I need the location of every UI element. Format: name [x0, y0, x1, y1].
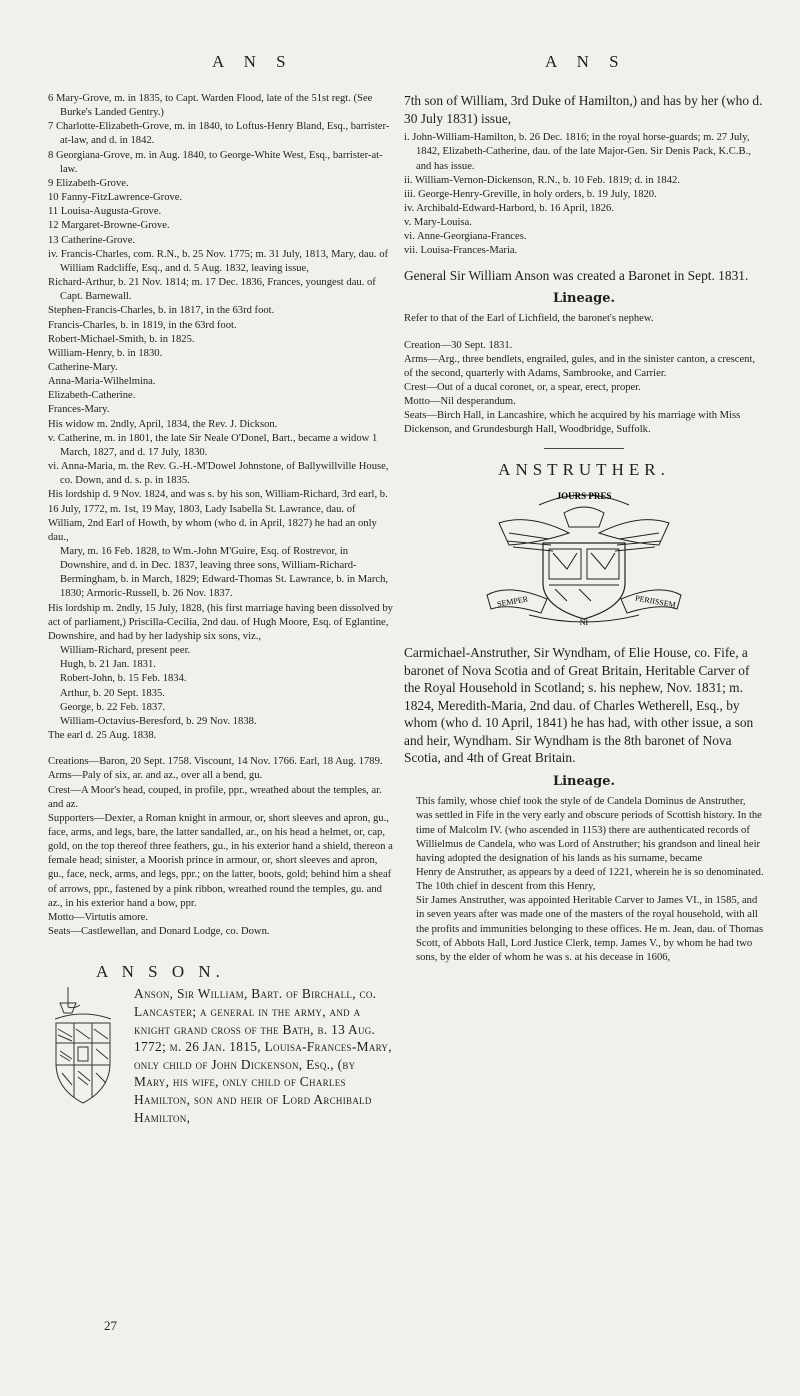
continuation: 7th son of William, 3rd Duke of Hamilton,) and has by her (who d. 30 July 1831) issue,	[404, 93, 763, 126]
running-header-right: A N S	[545, 52, 627, 71]
list-item: ii. William-Vernon-Dickenson, R.N., b. 10 Feb. 1819; d. in 1842.	[404, 174, 680, 186]
right-column	[404, 92, 764, 965]
list-item: vii. Louisa-Frances-Maria.	[404, 245, 518, 257]
list-item: 6 Mary-Grove, m. in 1835, to Capt. Warden Flood, late of the 51st regt. (See Burke's Landed Gentry.)	[48, 93, 373, 119]
divider	[544, 448, 624, 449]
death-note: The earl d. 25 Aug. 1838.	[48, 730, 157, 742]
list-item: His widow m. 2ndly, April, 1834, the Rev. J. Dickson.	[48, 418, 278, 430]
issue-v: v. Catherine, m. in 1801, the late Sir Neale O'Donel, Bart., became a widow 1 March, 1827, and d. 17 July, 1830.	[48, 432, 378, 458]
list-item: v. Mary-Louisa.	[404, 217, 472, 229]
anson-text: Anson, Sir William, Bart. of Birchall, co. Lancaster; a general in the army, and a knight grand cross of the Bath, b. 13 Aug. 1772; m. 26 Jan. 1815, Louisa-Frances-Mary, only child of John Dickenson, Esq., (by Mary, his wife, only child of Charles Hamilton, son and heir of Lord Archibald Hamilton,	[134, 986, 392, 1125]
grove-list	[48, 92, 393, 248]
list-item: Francis-Charles, b. in 1819, in the 63rd foot.	[48, 319, 237, 331]
crest-motto-top: JOURS PRES	[556, 490, 612, 501]
list-item: iv. Archibald-Edward-Harbord, b. 16 April, 1826.	[404, 202, 614, 214]
motto: Motto—Virtutis amore.	[48, 911, 148, 923]
motto: Motto—Nil desperandum.	[404, 396, 516, 408]
list-item: Elizabeth-Catherine.	[48, 390, 136, 402]
lineage-paragraph: Willielmus de Candela, who was Lord of Anstruther; his grandson and lineal heir having adopted the designation of his lands as his surname, became	[416, 838, 761, 864]
list-item: George, b. 22 Feb. 1837.	[60, 701, 166, 713]
seats: Seats—Birch Hall, in Lancashire, which he acquired by his marriage with Miss Dickenson, and Grundesburgh Hall, Woodbridge, Suffolk.	[404, 410, 741, 436]
lineage-text: Refer to that of the Earl of Lichfield, the baronet's nephew.	[404, 313, 654, 325]
lineage-paragraph: Sir James Anstruther, was appointed Heritable Carver to James VI., in 1585, and in seven years after was made one of the masters of the royal household, with all the profits and immunities belonging to these offices. He m. Jean, dau. of Thomas Scott, of Abbots Hall, Lord Justice Clerk, temp. James V., by whom he had two sons, by the elder of whom he was s. at his decease in 1606,	[416, 895, 764, 963]
list-item: Stephen-Francis-Charles, b. in 1817, in the 63rd foot.	[48, 305, 275, 317]
list-item: Arthur, b. 20 Sept. 1835.	[60, 687, 165, 699]
seats: Seats—Castlewellan, and Donard Lodge, co. Down.	[48, 926, 270, 938]
list-item: Robert-Michael-Smith, b. in 1825.	[48, 333, 195, 345]
lineage-heading: Lineage.	[552, 774, 616, 790]
list-item: iii. George-Henry-Greville, in holy orders, b. 19 July, 1820.	[404, 188, 657, 200]
list-item: Anna-Maria-Wilhelmina.	[48, 376, 156, 388]
crest: Crest—Out of a ducal coronet, or, a spear, erect, proper.	[404, 381, 641, 393]
list-item: 11 Louisa-Augusta-Grove.	[48, 206, 162, 218]
supporters: Supporters—Dexter, a Roman knight in armour, or, short sleeves and apron, gu., face, arms, and legs, bare, the latter sandalled, ar., on his head a helmet, or, cap, gold, on the top thereof three feathers, gu., in his exterior hand a shield, thereon a female head; sinister, a Moorish prince in armour, or, short sleeves and apron, gu., face, neck, arms, and legs, ppr.; on the latter, boots, gold; behind him a sheaf of arrows, ppr., fastened by a pink ribbon, wreathed round the temples, gu. and az., in his exterior hand a bow, ppr.	[48, 812, 393, 909]
arms: Arms—Paly of six, ar. and az., over all a bend, gu.	[48, 770, 263, 782]
crest: Crest—A Moor's head, couped, in profile, ppr., wreathed about the temples, ar. and az.	[48, 784, 382, 810]
arms: Arms—Arg., three bendlets, engrailed, gules, and in the sinister canton, a crescent, of the second, quarterly with Adams, Sambrooke, and Carrier.	[404, 353, 756, 379]
list-item: William-Henry, b. in 1830.	[48, 347, 163, 359]
list-item: William-Octavius-Beresford, b. 29 Nov. 1838.	[60, 715, 257, 727]
anstruther-arms	[404, 483, 764, 638]
issue-vi: vi. Anna-Maria, m. the Rev. G.-H.-M'Dowel Johnstone, of Ballywillville House, co. Down, and d. s. p. in 1835.	[48, 461, 389, 487]
list-item: Catherine-Mary.	[48, 361, 118, 373]
list-item: 9 Elizabeth-Grove.	[48, 177, 129, 189]
crest-motto-mid: NI	[579, 617, 589, 627]
list-item: vi. Anne-Georgiana-Frances.	[404, 231, 527, 243]
running-header-left: A N S	[212, 52, 294, 71]
list-item: 7 Charlotte-Elizabeth-Grove, m. in 1840, to Loftus-Henry Bland, Esq., barrister-at-law, and d. in 1842.	[48, 121, 390, 147]
list-item: 10 Fanny-FitzLawrence-Grove.	[48, 192, 183, 204]
left-column	[48, 92, 393, 1126]
list-item: 13 Catherine-Grove.	[48, 234, 136, 246]
crest-motto-left: SEMPER	[496, 594, 529, 609]
list-item: Robert-John, b. 15 Feb. 1834.	[60, 673, 187, 685]
anson-entry	[48, 985, 393, 1126]
list-item: 12 Margaret-Browne-Grove.	[48, 220, 170, 232]
crest-motto-right: PERIISSEM	[634, 593, 677, 610]
lineage-paragraph: Henry de Anstruther, as appears by a deed of 1221, wherein he is so denominated. The 10th chief in descent from this Henry,	[416, 867, 764, 893]
page-number: 27	[104, 1318, 117, 1333]
list-item: Richard-Arthur, b. 21 Nov. 1814; m. 17 Dec. 1836, Frances, youngest dau. of Capt. Barnewall.	[48, 277, 376, 303]
carmichael-entry: Carmichael-Anstruther, Sir Wyndham, of Elie House, co. Fife, a baronet of Nova Scotia and of Great Britain, Heritable Carver of the Royal Household in Scotland; s. his nephew, Nov. 1831; m. 1824, Meredith-Maria, 2nd dau. of Charles Wetherell, Esq., by whom (who d. 10 April, 1841) he has had, with other issue, a son and heir, Wyndham. Sir Wyndham is the 8th baronet of Nova Scotia, and 4th of Great Britain.	[404, 644, 754, 766]
paragraph: Mary, m. 16 Feb. 1828, to Wm.-John M'Guire, Esq. of Rostrevor, in Downshire, and d. in Dec. 1837, leaving three sons, William-Richard-Bermingham, b. in March, 1829; Edward-Thomas St. Lawrance, b. in March, 1830; Armoric-Russell, b. 26 Nov. 1837.	[60, 546, 389, 600]
lineage-paragraph: This family, whose chief took the style of de Candela Dominus de Anstruther, was settled in Fife in the very early and obscure periods of Scottish history. In the time of Malcolm IV. (who ascended in 1153) there are authenticated records of	[416, 796, 762, 836]
creation: Creation—30 Sept. 1831.	[404, 339, 513, 351]
list-item: William-Richard, present peer.	[60, 645, 191, 657]
anstruther-heading: ANSTRUTHER.	[498, 459, 670, 479]
paragraph: His lordship m. 2ndly, 15 July, 1828, (his first marriage having been dissolved by act of parliament,) Priscilla-Cecilia, 2nd dau. of Hugh Moore, Esq. of Eglantine, Downshire, and had by her ladyship six sons, viz.,	[48, 602, 393, 642]
created-baronet: General Sir William Anson was created a Baronet in Sept. 1831.	[404, 267, 749, 283]
list-item: Hugh, b. 21 Jan. 1831.	[60, 659, 156, 671]
sons-list	[48, 644, 393, 729]
issue-iv: iv. Francis-Charles, com. R.N., b. 25 Nov. 1775; m. 31 July, 1813, Mary, dau. of William Radcliffe, Esq., and d. 5 Aug. 1832, leaving issue,	[48, 248, 389, 274]
anson-issue-list	[404, 131, 764, 258]
anson-arms-icon	[52, 985, 114, 1109]
eagle-crest-icon	[469, 483, 699, 633]
anson-heading: A N S O N.	[96, 962, 225, 982]
creations: Creations—Baron, 20 Sept. 1758. Viscount, 14 Nov. 1766. Earl, 18 Aug. 1789.	[48, 756, 383, 768]
iv-children	[48, 276, 393, 432]
list-item: 8 Georgiana-Grove, m. in Aug. 1840, to George-White West, Esq., barrister-at-law.	[48, 149, 383, 175]
paragraph: His lordship d. 9 Nov. 1824, and was s. by his son, William-Richard, 3rd earl, b. 16 July, 1772, m. 1st, 19 May, 1803, Lady Isabella St. Lawrance, dau. of William, 2nd Earl of Howth, by whom (who d. in April, 1827) he had an only dau.,	[48, 489, 388, 543]
list-item: i. John-William-Hamilton, b. 26 Dec. 1816; in the royal horse-guards; m. 27 July, 1842, Elizabeth-Catherine, dau. of the late Major-Gen. Sir Denis Pack, K.C.B., and has issue.	[404, 132, 751, 172]
list-item: Frances-Mary.	[48, 404, 110, 416]
lineage-heading: Lineage.	[552, 291, 616, 307]
